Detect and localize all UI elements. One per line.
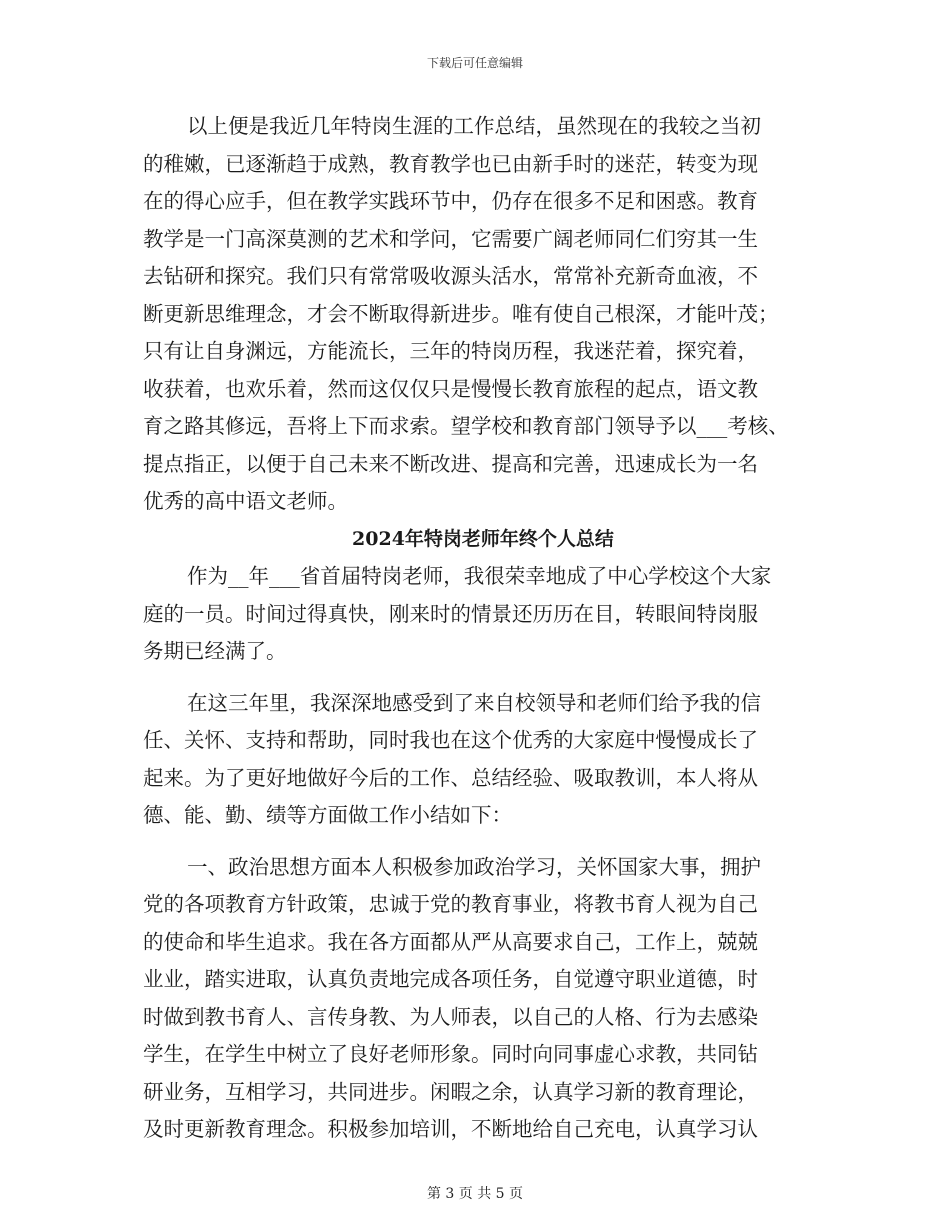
paragraph-gap bbox=[143, 835, 823, 849]
page-number: 第 3 页 共 5 页 bbox=[426, 1186, 524, 1202]
paragraph-line: 在这三年里，我深深地感受到了来自校领导和老师们给予我的信 bbox=[187, 690, 761, 715]
paragraph-line: 及时更新教育理念。积极参加培训，不断地给自己充电，认真学习认 bbox=[143, 1117, 758, 1141]
paragraph-line: 收获着，也欢乐着，然而这仅仅只是慢慢长教育旅程的起点，语文教 bbox=[143, 376, 758, 401]
document-body bbox=[143, 108, 823, 1149]
paragraph-line: 以上便是我近几年特岗生涯的工作总结，虽然现在的我较之当初 bbox=[187, 114, 761, 138]
paragraph-line: 提点指正，以便于自己未来不断改进、提高和完善，迅速成长为一名 bbox=[143, 451, 758, 476]
paragraph-line: 任、关怀、支持和帮助，同时我也在这个优秀的大家庭中慢慢成长了 bbox=[143, 728, 758, 752]
paragraph-line: 作为__年___省首届特岗老师，我很荣幸地成了中心学校这个大家 bbox=[187, 564, 772, 588]
paragraph-line: 一、政治思想方面本人积极参加政治学习，关怀国家大事，拥护 bbox=[187, 854, 761, 879]
paragraph-line: 学生，在学生中树立了良好老师形象。同时向同事虚心求教，共同钻 bbox=[143, 1042, 758, 1066]
paragraph-line: 研业务，互相学习，共同进步。闲暇之余，认真学习新的教育理论， bbox=[143, 1079, 758, 1104]
paragraph-gap bbox=[143, 671, 823, 685]
paragraph-line: 德、能、勤、绩等方面做工作小结如下： bbox=[143, 803, 512, 827]
paragraph-line: 的使命和毕生追求。我在各方面都从严从高要求自己，工作上，兢兢 bbox=[143, 929, 758, 954]
paragraph-line: 的稚嫩，已逐渐趋于成熟，教育教学也已由新手时的迷茫，转变为现 bbox=[143, 151, 758, 176]
header-note: 下载后可任意编辑 bbox=[426, 56, 523, 70]
paragraph-line: 只有让自身渊远，方能流长，三年的特岗历程，我迷茫着，探究着， bbox=[143, 339, 758, 363]
paragraph-line: 去钻研和探究。我们只有常常吸收源头活水，常常补充新奇血液，不 bbox=[143, 264, 758, 288]
paragraph-line: 时做到教书育人、言传身教、为人师表，以自己的人格、行为去感染 bbox=[143, 1004, 758, 1029]
paragraph-line: 育之路其修远，吾将上下而求索。望学校和教育部门领导予以___考核、 bbox=[143, 414, 789, 438]
paragraph-line: 优秀的高中语文老师。 bbox=[143, 489, 348, 513]
paragraph-line: 起来。为了更好地做好今后的工作、总结经验、吸取教训，本人将从 bbox=[143, 765, 758, 790]
paragraph-line: 教学是一门高深莫测的艺术和学问，它需要广阔老师同仁们穷其一生 bbox=[143, 226, 758, 251]
section-title: 2024年特岗老师年终个人总结 bbox=[352, 527, 614, 550]
paragraph-line: 业业，踏实进取，认真负责地完成各项任务，自觉遵守职业道德，时 bbox=[143, 967, 758, 991]
paragraph-line: 党的各项教育方针政策，忠诚于党的教育事业，将教书育人视为自己 bbox=[143, 892, 758, 916]
paragraph-line: 庭的一员。时间过得真快，刚来时的情景还历历在目，转眼间特岗服 bbox=[143, 601, 758, 626]
paragraph-line: 在的得心应手，但在教学实践环节中，仍存在很多不足和困惑。教育 bbox=[143, 189, 758, 213]
paragraph-line: 务期已经满了。 bbox=[143, 639, 287, 663]
paragraph-line: 断更新思维理念，才会不断取得新进步。唯有使自己根深，才能叶茂； bbox=[143, 301, 779, 326]
